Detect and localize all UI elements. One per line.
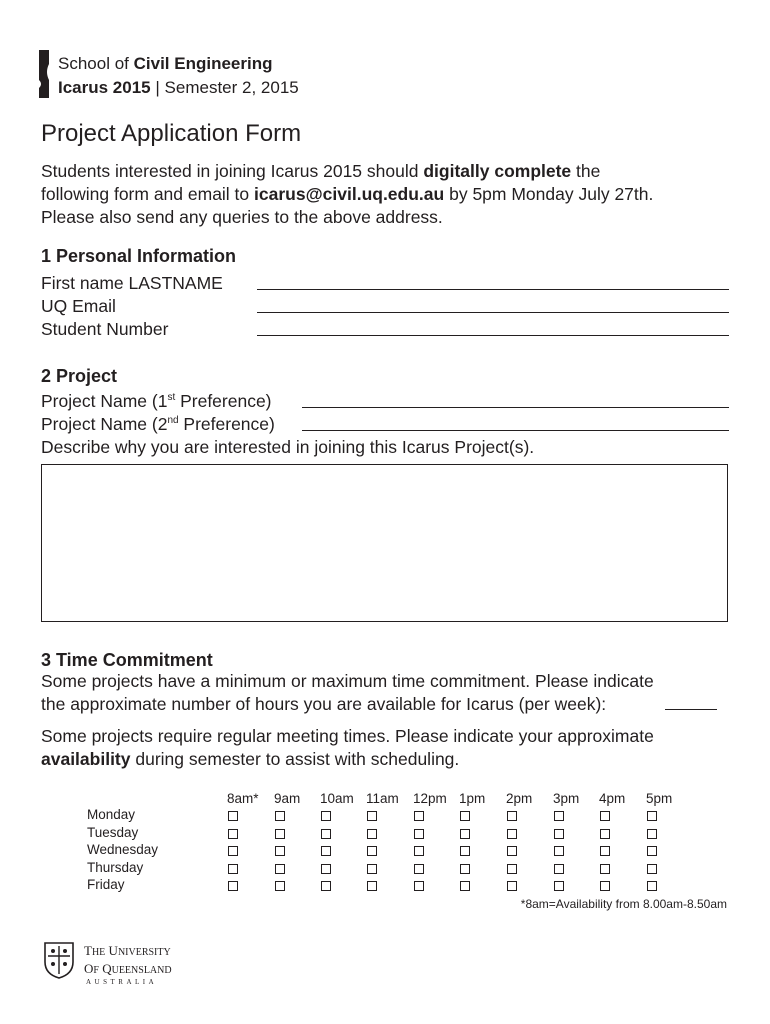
availability-checkbox[interactable]: [507, 846, 517, 856]
availability-checkbox[interactable]: [228, 864, 238, 874]
availability-checkbox[interactable]: [228, 811, 238, 821]
availability-checkbox[interactable]: [367, 829, 377, 839]
uq-crest-icon: [42, 940, 76, 980]
availability-checkbox[interactable]: [414, 811, 424, 821]
time-slot-header: 9am: [274, 791, 301, 806]
availability-checkbox[interactable]: [507, 811, 517, 821]
project-pref2-field[interactable]: [302, 430, 729, 431]
availability-checkbox[interactable]: [647, 864, 657, 874]
availability-checkbox[interactable]: [321, 846, 331, 856]
time-slot-header: 1pm: [459, 791, 486, 806]
school-mark-icon: [37, 50, 49, 98]
availability-checkbox[interactable]: [321, 864, 331, 874]
availability-checkbox[interactable]: [321, 811, 331, 821]
availability-checkbox[interactable]: [460, 829, 470, 839]
availability-checkbox[interactable]: [600, 829, 610, 839]
availability-checkbox[interactable]: [647, 811, 657, 821]
day-label: Wednesday: [87, 842, 159, 857]
availability-checkbox[interactable]: [600, 846, 610, 856]
student-number-label: Student Number: [41, 319, 169, 339]
availability-checkbox[interactable]: [507, 829, 517, 839]
availability-checkbox[interactable]: [367, 846, 377, 856]
availability-checkbox[interactable]: [414, 864, 424, 874]
day-label: Monday: [87, 807, 136, 822]
section-personal-heading: 1 Personal Information: [41, 246, 237, 266]
project-pref1-label: Project Name (1st Preference): [41, 391, 272, 411]
hours-per-week-field[interactable]: [665, 709, 717, 710]
availability-checkbox[interactable]: [554, 811, 564, 821]
availability-checkbox[interactable]: [554, 864, 564, 874]
availability-checkbox[interactable]: [507, 881, 517, 891]
availability-checkbox[interactable]: [414, 846, 424, 856]
time-slot-header: 10am: [320, 791, 354, 806]
time-slot-header: 2pm: [506, 791, 533, 806]
section-project-heading: 2 Project: [41, 366, 118, 386]
availability-checkbox[interactable]: [460, 881, 470, 891]
project-pref2-label: Project Name (2nd Preference): [41, 414, 275, 434]
availability-checkbox[interactable]: [600, 881, 610, 891]
availability-checkbox[interactable]: [647, 881, 657, 891]
availability-checkbox[interactable]: [460, 811, 470, 821]
availability-checkbox[interactable]: [554, 846, 564, 856]
describe-textarea[interactable]: [41, 464, 728, 622]
program-line: Icarus 2015 | Semester 2, 2015: [58, 78, 299, 97]
footnote: *8am=Availability from 8.00am-8.50am: [520, 897, 727, 911]
availability-checkbox[interactable]: [600, 864, 610, 874]
time-slot-header: 11am: [366, 791, 399, 806]
time-slot-header: 8am*: [227, 791, 259, 806]
availability-checkbox[interactable]: [600, 811, 610, 821]
uq-country: AUSTRALIA: [86, 978, 158, 986]
availability-checkbox[interactable]: [414, 829, 424, 839]
student-number-field[interactable]: [257, 335, 729, 336]
availability-checkbox[interactable]: [275, 881, 285, 891]
name-field[interactable]: [257, 289, 729, 290]
project-pref1-field[interactable]: [302, 407, 729, 408]
availability-checkbox[interactable]: [460, 846, 470, 856]
availability-text: Some projects require regular meeting times. Please indicate your approximate availability during semester to assist with scheduling.: [41, 726, 654, 769]
availability-checkbox[interactable]: [367, 811, 377, 821]
time-slot-header: 4pm: [599, 791, 626, 806]
availability-checkbox[interactable]: [507, 864, 517, 874]
availability-checkbox[interactable]: [460, 864, 470, 874]
availability-checkbox[interactable]: [228, 846, 238, 856]
availability-checkbox[interactable]: [367, 881, 377, 891]
email-label: UQ Email: [41, 296, 116, 316]
availability-checkbox[interactable]: [321, 829, 331, 839]
day-label: Friday: [87, 877, 125, 892]
availability-checkbox[interactable]: [275, 811, 285, 821]
time-commitment-text: Some projects have a minimum or maximum time commitment. Please indicate the approximate number of hours you are available for Icarus (per week):: [41, 671, 654, 714]
availability-checkbox[interactable]: [554, 881, 564, 891]
availability-checkbox[interactable]: [228, 881, 238, 891]
section-time-heading: 3 Time Commitment: [41, 650, 213, 670]
intro-text: Students interested in joining Icarus 2015 should digitally complete the following form and email to icarus@civil.uq.edu.au by 5pm Monday July 27th. Please also send any queries to the above address.: [41, 161, 654, 227]
availability-checkbox[interactable]: [275, 829, 285, 839]
uq-wordmark: THE UNIVERSITY OF QUEENSLAND: [84, 943, 172, 976]
availability-checkbox[interactable]: [647, 846, 657, 856]
availability-checkbox[interactable]: [228, 829, 238, 839]
page-title: Project Application Form: [41, 120, 302, 147]
time-slot-header: 12pm: [413, 791, 447, 806]
availability-checkbox[interactable]: [321, 881, 331, 891]
day-label: Thursday: [87, 860, 144, 875]
email-field[interactable]: [257, 312, 729, 313]
describe-label: Describe why you are interested in joining this Icarus Project(s).: [41, 437, 535, 457]
time-slot-header: 5pm: [646, 791, 673, 806]
school-line: School of Civil Engineering: [58, 54, 273, 73]
name-label: First name LASTNAME: [41, 273, 223, 293]
availability-checkbox[interactable]: [554, 829, 564, 839]
time-slot-header: 3pm: [553, 791, 580, 806]
availability-checkbox[interactable]: [647, 829, 657, 839]
availability-checkbox[interactable]: [414, 881, 424, 891]
availability-checkbox[interactable]: [367, 864, 377, 874]
availability-checkbox[interactable]: [275, 864, 285, 874]
availability-checkbox[interactable]: [275, 846, 285, 856]
contact-email: icarus@civil.uq.edu.au: [254, 184, 445, 204]
day-label: Tuesday: [87, 825, 139, 840]
